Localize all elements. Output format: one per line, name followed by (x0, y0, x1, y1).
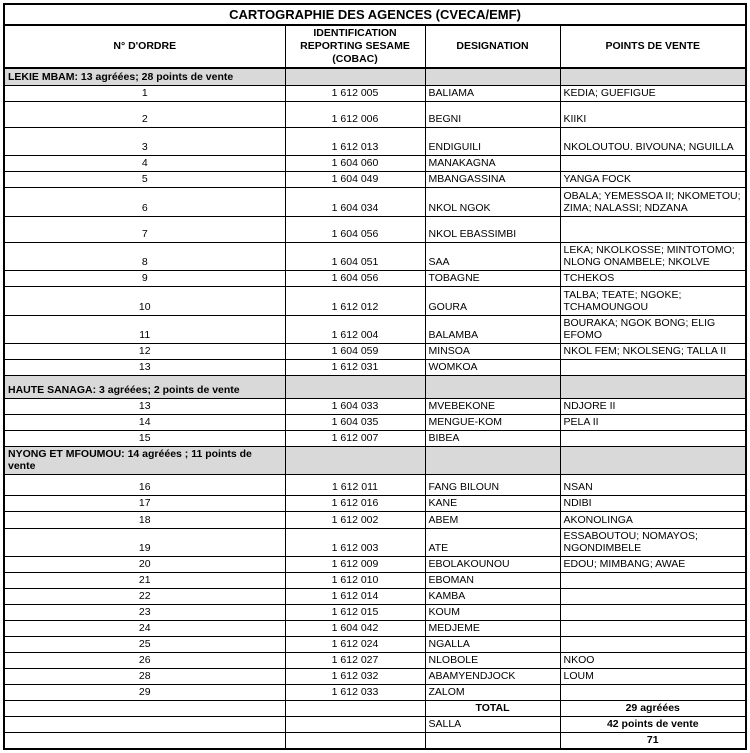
page-title: CARTOGRAPHIE DES AGENCES (CVECA/EMF) (4, 4, 746, 25)
cell-code: 1 612 024 (285, 636, 425, 652)
cell-code: 1 612 002 (285, 511, 425, 528)
cell-code: 1 612 007 (285, 430, 425, 446)
cell-ordre: 14 (4, 414, 285, 430)
table-row (4, 652, 746, 668)
cell-points-de-vente (560, 684, 746, 700)
table-row (4, 187, 746, 216)
table-row (4, 127, 746, 155)
cell-code: 1 604 056 (285, 270, 425, 286)
cell-code: 1 612 033 (285, 684, 425, 700)
cell-code: 1 604 059 (285, 343, 425, 359)
cell-code: 1 612 032 (285, 668, 425, 684)
cell-points-de-vente: KIIKI (560, 101, 746, 127)
cell-ordre: 8 (4, 242, 285, 270)
section-label: LEKIE MBAM: 13 agréées; 28 points de vente (4, 68, 285, 85)
cell-designation: NGALLA (425, 636, 560, 652)
section-cell (425, 68, 560, 85)
table-row (4, 270, 746, 286)
table-row (4, 668, 746, 684)
table-row (4, 85, 746, 101)
cell-points-de-vente: NDIBI (560, 495, 746, 511)
cell-points-de-vente: 42 points de vente (560, 716, 746, 732)
section-cell (425, 446, 560, 474)
cell-points-de-vente: NDJORE II (560, 398, 746, 414)
table-row (4, 495, 746, 511)
table-row (4, 216, 746, 242)
table-row (4, 101, 746, 127)
table-row (4, 588, 746, 604)
table-row (4, 359, 746, 375)
table-row (4, 286, 746, 315)
cell-ordre: 15 (4, 430, 285, 446)
cell-code: 1 604 051 (285, 242, 425, 270)
cell-code: 1 612 031 (285, 359, 425, 375)
cell-designation: TOTAL (425, 700, 560, 716)
cell-code: 1 612 009 (285, 556, 425, 572)
cell-points-de-vente (560, 216, 746, 242)
cell-ordre: 21 (4, 572, 285, 588)
cell-ordre: 13 (4, 359, 285, 375)
cell-code: 1 604 056 (285, 216, 425, 242)
section-cell (560, 446, 746, 474)
table-row (4, 242, 746, 270)
cell-designation: NLOBOLE (425, 652, 560, 668)
cell-code: 1 612 005 (285, 85, 425, 101)
table-row (4, 732, 746, 749)
section-cell (560, 68, 746, 85)
cell-points-de-vente (560, 155, 746, 171)
cell-designation: BEGNI (425, 101, 560, 127)
cell-ordre: 18 (4, 511, 285, 528)
cell-designation: EBOLAKOUNOU (425, 556, 560, 572)
cell-ordre: 24 (4, 620, 285, 636)
table-row (4, 398, 746, 414)
table-row (4, 430, 746, 446)
cell-ordre: 2 (4, 101, 285, 127)
cell-code: 1 604 042 (285, 620, 425, 636)
column-header-points-de-vente: POINTS DE VENTE (560, 25, 746, 68)
cell-code: 1 604 034 (285, 187, 425, 216)
cell-code (285, 716, 425, 732)
cell-designation: ENDIGUILI (425, 127, 560, 155)
cell-designation: ABEM (425, 511, 560, 528)
section-row (4, 375, 746, 398)
table-row (4, 716, 746, 732)
cell-points-de-vente: 29 agréées (560, 700, 746, 716)
cell-designation: BIBEA (425, 430, 560, 446)
cell-ordre: 7 (4, 216, 285, 242)
cell-ordre: 19 (4, 528, 285, 556)
table-row (4, 636, 746, 652)
cell-designation: ZALOM (425, 684, 560, 700)
cell-ordre: 25 (4, 636, 285, 652)
cell-ordre: 26 (4, 652, 285, 668)
table-row (4, 511, 746, 528)
section-cell (425, 375, 560, 398)
title-row (4, 4, 746, 25)
cell-ordre (4, 732, 285, 749)
cell-ordre: 5 (4, 171, 285, 187)
cell-ordre (4, 700, 285, 716)
section-label: NYONG ET MFOUMOU: 14 agréées ; 11 points de vente (4, 446, 285, 474)
section-row (4, 446, 746, 474)
cell-code: 1 612 012 (285, 286, 425, 315)
column-header-designation: DESIGNATION (425, 25, 560, 68)
cell-points-de-vente: ESSABOUTOU; NOMAYOS; NGONDIMBELE (560, 528, 746, 556)
cell-code: 1 612 004 (285, 315, 425, 343)
cell-ordre: 12 (4, 343, 285, 359)
cell-points-de-vente (560, 359, 746, 375)
cell-designation: NKOL NGOK (425, 187, 560, 216)
cell-points-de-vente: OBALA; YEMESSOA II; NKOMETOU; ZIMA; NALASSI; NDZANA (560, 187, 746, 216)
cell-ordre (4, 716, 285, 732)
column-header-ordre: N° D'ORDRE (4, 25, 285, 68)
cell-points-de-vente: 71 (560, 732, 746, 749)
cell-designation: MINSOA (425, 343, 560, 359)
cell-points-de-vente: PELA II (560, 414, 746, 430)
cell-ordre: 29 (4, 684, 285, 700)
section-cell (285, 375, 425, 398)
section-cell (285, 446, 425, 474)
cell-ordre: 10 (4, 286, 285, 315)
cell-ordre: 4 (4, 155, 285, 171)
table-row (4, 528, 746, 556)
cell-ordre: 28 (4, 668, 285, 684)
table-row (4, 572, 746, 588)
column-header-row (4, 25, 746, 68)
cell-points-de-vente: BOURAKA; NGOK BONG; ELIG EFOMO (560, 315, 746, 343)
cell-designation: ABAMYENDJOCK (425, 668, 560, 684)
cell-ordre: 1 (4, 85, 285, 101)
table-row (4, 414, 746, 430)
cell-designation: KANE (425, 495, 560, 511)
cell-code: 1 612 010 (285, 572, 425, 588)
cell-ordre: 22 (4, 588, 285, 604)
cell-designation: MBANGASSINA (425, 171, 560, 187)
cell-designation: WOMKOA (425, 359, 560, 375)
cell-code: 1 604 033 (285, 398, 425, 414)
cell-ordre: 6 (4, 187, 285, 216)
table-body (4, 68, 746, 749)
cell-code: 1 612 013 (285, 127, 425, 155)
cell-ordre: 11 (4, 315, 285, 343)
cell-code (285, 732, 425, 749)
cell-code: 1 612 015 (285, 604, 425, 620)
section-row (4, 68, 746, 85)
cell-designation: BALIAMA (425, 85, 560, 101)
table-row (4, 700, 746, 716)
section-label: HAUTE SANAGA: 3 agréées; 2 points de vente (4, 375, 285, 398)
cell-ordre: 20 (4, 556, 285, 572)
cell-points-de-vente (560, 620, 746, 636)
cell-ordre: 9 (4, 270, 285, 286)
cell-points-de-vente (560, 430, 746, 446)
cell-designation: SAA (425, 242, 560, 270)
table-row (4, 604, 746, 620)
cell-designation: NKOL EBASSIMBI (425, 216, 560, 242)
cell-ordre: 13 (4, 398, 285, 414)
cell-designation: MVEBEKONE (425, 398, 560, 414)
cell-points-de-vente: NSAN (560, 474, 746, 495)
table-row (4, 684, 746, 700)
cell-code: 1 604 060 (285, 155, 425, 171)
cell-designation (425, 732, 560, 749)
cell-points-de-vente: YANGA FOCK (560, 171, 746, 187)
cell-designation: MENGUE-KOM (425, 414, 560, 430)
cell-points-de-vente: TALBA; TEATE; NGOKE; TCHAMOUNGOU (560, 286, 746, 315)
cell-points-de-vente: EDOU; MIMBANG; AWAE (560, 556, 746, 572)
cell-points-de-vente (560, 604, 746, 620)
cell-designation: KAMBA (425, 588, 560, 604)
cell-points-de-vente (560, 636, 746, 652)
cell-designation: SALLA (425, 716, 560, 732)
cell-points-de-vente: LEKA; NKOLKOSSE; MINTOTOMO; NLONG ONAMBELE; NKOLVE (560, 242, 746, 270)
table-row (4, 474, 746, 495)
cell-points-de-vente: LOUM (560, 668, 746, 684)
cell-ordre: 16 (4, 474, 285, 495)
section-cell (560, 375, 746, 398)
section-cell (285, 68, 425, 85)
cell-ordre: 3 (4, 127, 285, 155)
cell-ordre: 23 (4, 604, 285, 620)
cell-code: 1 612 027 (285, 652, 425, 668)
cell-points-de-vente: TCHEKOS (560, 270, 746, 286)
cell-points-de-vente: KEDIA; GUEFIGUE (560, 85, 746, 101)
cell-code: 1 612 014 (285, 588, 425, 604)
cell-designation: BALAMBA (425, 315, 560, 343)
cell-designation: ATE (425, 528, 560, 556)
cell-designation: FANG BILOUN (425, 474, 560, 495)
table-row (4, 315, 746, 343)
cell-code: 1 612 016 (285, 495, 425, 511)
cell-designation: MANAKAGNA (425, 155, 560, 171)
cell-designation: KOUM (425, 604, 560, 620)
table-row (4, 556, 746, 572)
table-row (4, 171, 746, 187)
cell-points-de-vente: NKOL FEM; NKOLSENG; TALLA II (560, 343, 746, 359)
cartographie-table (3, 3, 747, 750)
cell-code (285, 700, 425, 716)
cell-points-de-vente (560, 588, 746, 604)
cell-code: 1 612 006 (285, 101, 425, 127)
cell-points-de-vente: NKOLOUTOU. BIVOUNA; NGUILLA (560, 127, 746, 155)
cell-designation: MEDJEME (425, 620, 560, 636)
cell-code: 1 612 003 (285, 528, 425, 556)
cell-code: 1 604 049 (285, 171, 425, 187)
cell-code: 1 612 011 (285, 474, 425, 495)
cell-ordre: 17 (4, 495, 285, 511)
table-row (4, 343, 746, 359)
cell-designation: TOBAGNE (425, 270, 560, 286)
cell-points-de-vente (560, 572, 746, 588)
table-row (4, 155, 746, 171)
cell-designation: GOURA (425, 286, 560, 315)
cell-points-de-vente: AKONOLINGA (560, 511, 746, 528)
cell-points-de-vente: NKOO (560, 652, 746, 668)
cell-designation: EBOMAN (425, 572, 560, 588)
cell-code: 1 604 035 (285, 414, 425, 430)
column-header-identification: IDENTIFICATION REPORTING SESAME (COBAC) (285, 25, 425, 68)
table-row (4, 620, 746, 636)
